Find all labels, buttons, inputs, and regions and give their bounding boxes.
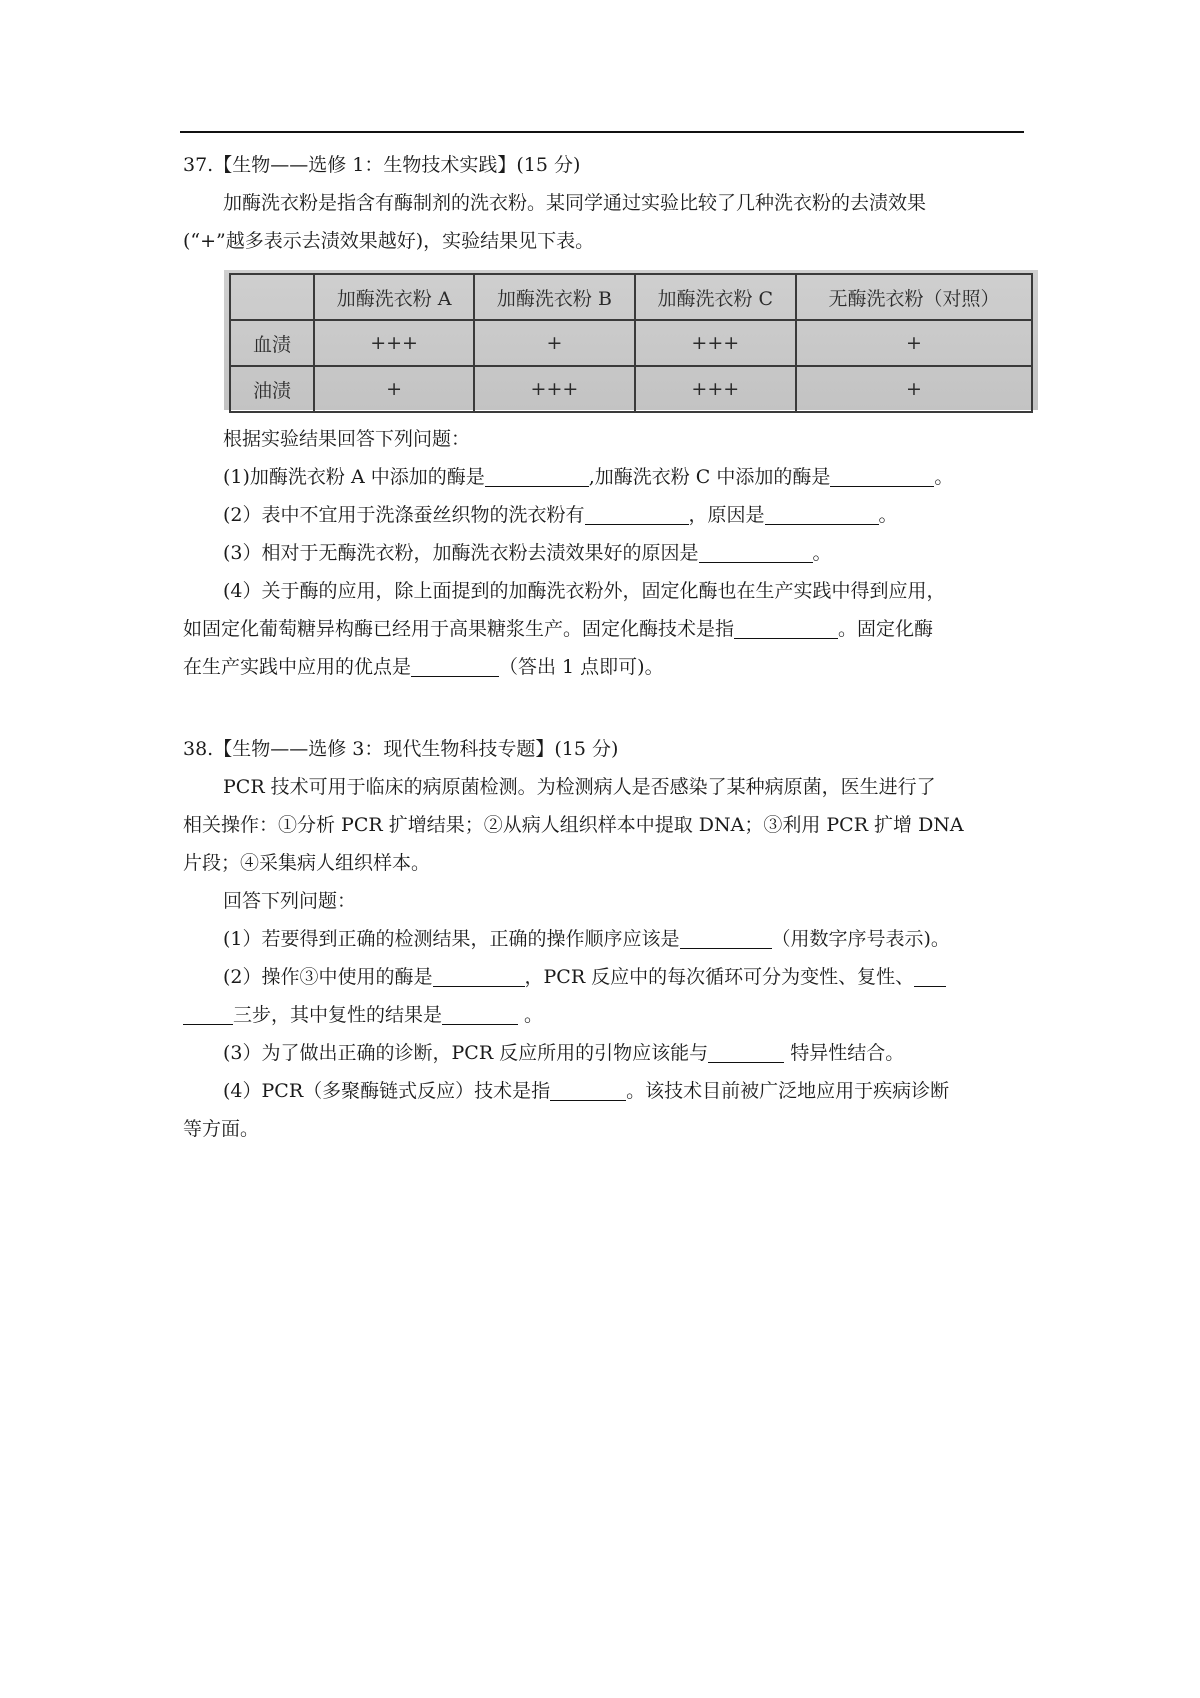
q38-intro-1: PCR 技术可用于临床的病原菌检测。为检测病人是否感染了某种病原菌，医生进行了: [223, 776, 936, 798]
q37-sub4-text-c: 在生产实践中应用的优点是: [183, 656, 412, 678]
q37-sub4-text-b: 。固定化酶: [838, 618, 934, 640]
answer-blank[interactable]: [765, 502, 879, 525]
q37-intro-2: (“+”越多表示去渍效果越好)，实验结果见下表。: [183, 230, 595, 252]
table-cell: +: [796, 320, 1032, 366]
q38-sub1-text-a: (1）若要得到正确的检测结果，正确的操作顺序应该是: [223, 928, 680, 950]
table-cell: +: [474, 320, 635, 366]
table-header-row: [230, 274, 1032, 320]
q38-sub2-text-a: (2）操作③中使用的酶是: [223, 966, 433, 988]
q37-sub1-text-c: 。: [934, 466, 954, 488]
q38-sub3: [183, 1034, 1025, 1072]
q38-intro-2: 相关操作：①分析 PCR 扩增结果；②从病人组织样本中提取 DNA；③利用 PCR 扩增 DNA: [183, 814, 964, 836]
q38-intro-3: 片段；④采集病人组织样本。: [183, 852, 431, 874]
answer-blank[interactable]: [734, 616, 838, 639]
q38-sub1-text-b: （用数字序号表示)。: [771, 928, 950, 950]
q37-sub1: [183, 458, 1025, 496]
answer-blank[interactable]: [914, 964, 946, 987]
table-cell: +++: [314, 320, 474, 366]
row-label-blood: 血渍: [230, 320, 314, 366]
answer-blank[interactable]: [411, 654, 499, 677]
q38-sub4-line2: 等方面。: [183, 1118, 260, 1140]
q37-sub4-text-d: （答出 1 点即可)。: [499, 656, 664, 678]
table-row: [230, 366, 1032, 412]
q37-sub3-text-a: (3）相对于无酶洗衣粉，加酶洗衣粉去渍效果好的原因是: [223, 542, 699, 564]
q37-sub1-text-b: ,加酶洗衣粉 C 中添加的酶是: [588, 466, 831, 488]
results-table: [229, 273, 1033, 413]
header-enzyme-c: 加酶洗衣粉 C: [635, 274, 796, 320]
q37-sub2-text-c: 。: [878, 504, 898, 526]
q37-prompt: 根据实验结果回答下列问题：: [223, 428, 471, 450]
answer-blank[interactable]: [433, 964, 525, 987]
answer-blank[interactable]: [485, 464, 589, 487]
table-corner: [230, 274, 314, 320]
q37-sub2-text-a: (2）表中不宜用于洗涤蚕丝织物的洗衣粉有: [223, 504, 585, 526]
q38-sub2-text-c: 三步，其中复性的结果是: [233, 1004, 443, 1026]
header-enzyme-a: 加酶洗衣粉 A: [314, 274, 474, 320]
q38-sub3-text-a: (3）为了做出正确的诊断，PCR 反应所用的引物应该能与: [223, 1042, 709, 1064]
answer-blank[interactable]: [699, 540, 813, 563]
q37-sub3: [183, 534, 1025, 572]
q37-sub2-text-b: ，原因是: [688, 504, 765, 526]
q37-sub4-line1: (4）关于酶的应用，除上面提到的加酶洗衣粉外，固定化酶也在生产实践中得到应用，: [223, 580, 946, 602]
q37-sub4-text-a: 如固定化葡萄糖异构酶已经用于高果糖浆生产。固定化酶技术是指: [183, 618, 735, 640]
q38-sub2-line1: [183, 958, 1025, 996]
q38-sub2-text-b: ，PCR 反应中的每次循环可分为变性、复性、: [524, 966, 915, 988]
q37-sub4-line2: [183, 610, 1025, 648]
table-cell: +++: [474, 366, 635, 412]
q38-sub4-text-a: (4）PCR（多聚酶链式反应）技术是指: [223, 1080, 551, 1102]
header-rule: [180, 131, 1024, 133]
answer-blank[interactable]: [550, 1078, 626, 1101]
q38-prompt: 回答下列问题：: [223, 890, 357, 912]
q38-sub2-text-d: 。: [518, 1004, 544, 1026]
answer-blank[interactable]: [830, 464, 934, 487]
header-enzyme-b: 加酶洗衣粉 B: [474, 274, 635, 320]
q38-sub4-text-b: 。该技术目前被广泛地应用于疾病诊断: [626, 1080, 950, 1102]
answer-blank[interactable]: [183, 1002, 233, 1025]
results-table-image: [224, 270, 1038, 410]
section-gap: [183, 686, 1025, 730]
table-cell: +: [314, 366, 474, 412]
table-cell: +++: [635, 320, 796, 366]
q38-sub2-line2: [183, 996, 1025, 1034]
table-cell: +: [796, 366, 1032, 412]
q37-sub3-text-b: 。: [812, 542, 832, 564]
q38-title: 38.【生物——选修 3：现代生物科技专题】(15 分): [183, 738, 619, 760]
row-label-oil: 油渍: [230, 366, 314, 412]
answer-blank[interactable]: [442, 1002, 518, 1025]
q37-sub4-line3: [183, 648, 1025, 686]
q38-sub1: [183, 920, 1025, 958]
q37-title: 37.【生物——选修 1：生物技术实践】(15 分): [183, 154, 581, 176]
table-cell: +++: [635, 366, 796, 412]
q37-intro-1: 加酶洗衣粉是指含有酶制剂的洗衣粉。某同学通过实验比较了几种洗衣粉的去渍效果: [223, 192, 927, 214]
q38-sub3-text-b: 特异性结合。: [784, 1042, 905, 1064]
exam-content: [183, 146, 1025, 1148]
answer-blank[interactable]: [708, 1040, 784, 1063]
q38-sub4-line1: [183, 1072, 1025, 1110]
answer-blank[interactable]: [680, 926, 772, 949]
header-control: 无酶洗衣粉（对照）: [796, 274, 1032, 320]
answer-blank[interactable]: [585, 502, 689, 525]
q37-sub2: [183, 496, 1025, 534]
q37-sub1-text-a: (1)加酶洗衣粉 A 中添加的酶是: [223, 466, 485, 488]
table-row: [230, 320, 1032, 366]
